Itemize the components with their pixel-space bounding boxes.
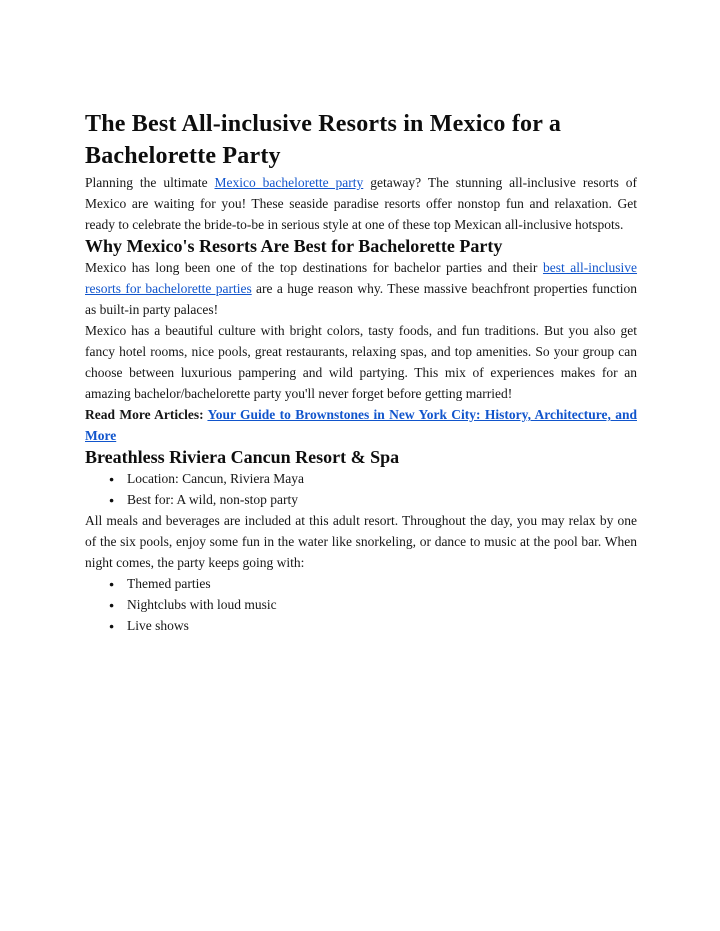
list-item: ● Live shows: [109, 615, 637, 636]
intro-text-post: getaway? The stunning all-inclusive resorts of Mexico are waiting for you! These seaside paradise resorts offer nonstop fun and relaxation. Get ready to celebrate the bride-to-be in serious style at one of these top Mexican all-inclusive hotspots.: [85, 175, 637, 232]
read-more-label: Read More Articles:: [85, 407, 208, 422]
list-item: ● Nightclubs with loud music: [109, 594, 637, 615]
list-item: ● Location: Cancun, Riviera Maya: [109, 468, 637, 489]
breathless-resort-heading: Breathless Riviera Cancun Resort & Spa: [85, 447, 400, 467]
best-all-inclusive-resorts-link[interactable]: best all-inclusive resorts for bachelorette parties: [85, 260, 638, 296]
resort-description-paragraph: All meals and beverages are included at this adult resort. Throughout the day, you may relax by one of the six pools, enjoy some fun in the water like snorkeling, or dance to music at the pool bar. When night comes, the party keeps going with:: [85, 513, 637, 570]
list-item: ● Best for: A wild, non-stop party: [109, 489, 637, 510]
mexico-bachelorette-party-link[interactable]: Mexico bachelorette party: [214, 175, 364, 190]
why-mexico-text-pre: Mexico has long been one of the top destinations for bachelor parties and their: [85, 260, 543, 275]
article-title: The Best All-inclusive Resorts in Mexico for a Bachelorette Party: [85, 111, 562, 169]
why-mexico-paragraph-1: [85, 257, 637, 320]
why-mexico-paragraph-2: Mexico has a beautiful culture with bright colors, tasty foods, and fun traditions. But you also get fancy hotel rooms, nice pools, great restaurants, relaxing spas, and top amenities. So your group can choose between luxurious pampering and wild partying. This mix of experiences makes for an amazing bachelor/bachelorette party you'll never forget before getting married!: [85, 323, 637, 401]
intro-text-pre: Planning the ultimate: [85, 175, 215, 190]
intro-paragraph: [85, 172, 637, 235]
nightlife-list: [85, 573, 637, 636]
brownstones-guide-link[interactable]: Your Guide to Brownstones in New York City: History, Architecture, and More: [85, 407, 637, 443]
list-item: ● Themed parties: [109, 573, 637, 594]
why-mexico-text-post: are a huge reason why. These massive beachfront properties function as built-in party palaces!: [85, 281, 637, 317]
read-more-paragraph: [85, 404, 637, 446]
why-mexico-heading: Why Mexico's Resorts Are Best for Bachelorette Party: [85, 236, 503, 256]
resort-facts-list: [85, 468, 637, 510]
